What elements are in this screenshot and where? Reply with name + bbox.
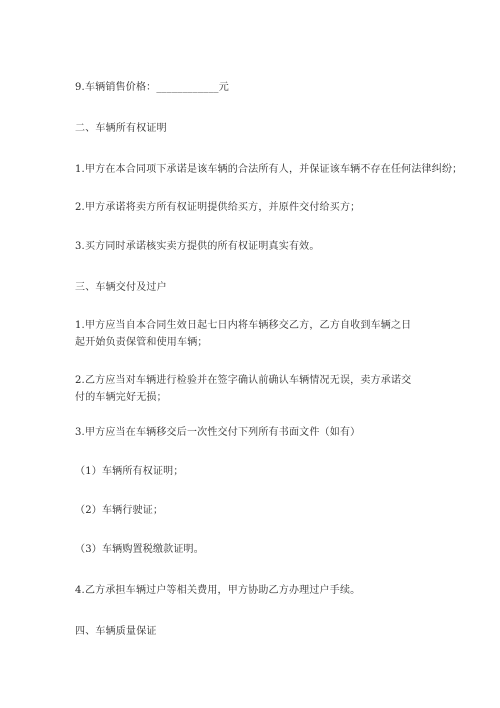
document-item-ownership: （1）车辆所有权证明；: [75, 466, 184, 477]
section-heading-quality: 四、车辆质量保证: [75, 626, 157, 637]
delivery-clause-2: 2.乙方应当对车辆进行检验并在签字确认前确认车辆情况无误，卖方承诺交付的车辆完好无损；: [75, 375, 412, 403]
delivery-clause-1: 1.甲方应当自本合同生效日起七日内将车辆移交乙方，乙方自收到车辆之日起开始负责保管和使用车辆；: [75, 320, 412, 348]
document-item-license: （2）车辆行驶证；: [75, 505, 164, 516]
ownership-clause-3: 3.买方同时承诺核实卖方提供的所有权证明真实有效。: [75, 241, 320, 252]
delivery-clause-3: 3.甲方应当在车辆移交后一次性交付下列所有书面文件（如有）: [75, 427, 361, 438]
document-item-tax: （3）车辆购置税缴款证明。: [75, 544, 204, 555]
ownership-clause-2: 2.甲方承诺将卖方所有权证明提供给买方，并原件交付给买方；: [75, 202, 361, 213]
delivery-clause-4: 4.乙方承担车辆过户等相关费用，甲方协助乙方办理过户手续。: [75, 585, 361, 596]
section-heading-delivery: 三、车辆交付及过户: [75, 282, 167, 293]
section-heading-ownership: 二、车辆所有权证明: [75, 123, 167, 134]
price-line: 9.车辆销售价格：____________元: [75, 82, 229, 93]
ownership-clause-1: 1.甲方在本合同项下承诺是该车辆的合法所有人，并保证该车辆不存在任何法律纠纷；: [75, 164, 463, 175]
